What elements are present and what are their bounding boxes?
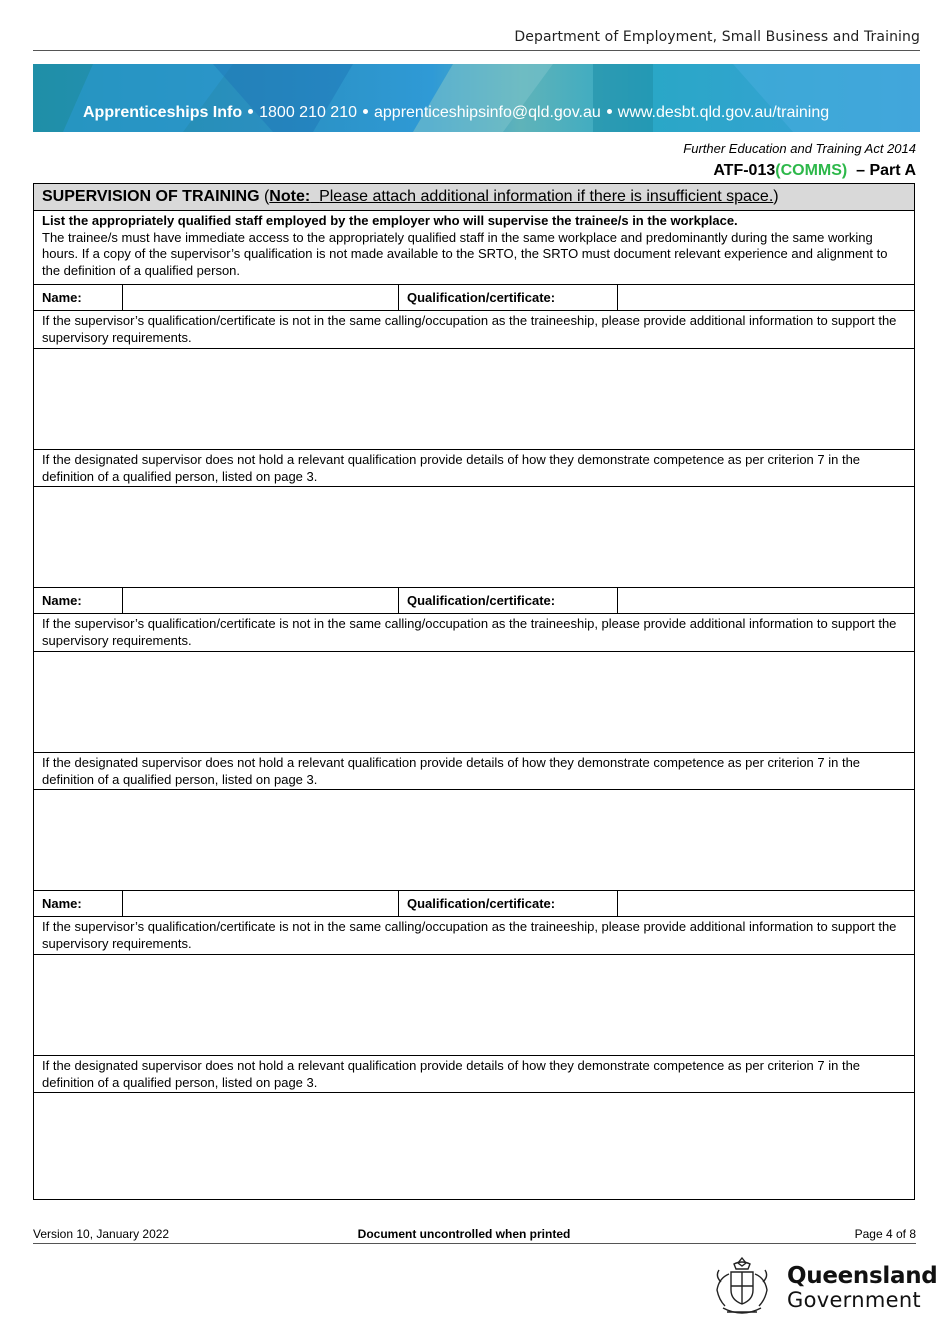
name-label: Name: — [34, 891, 123, 916]
queensland-government-logo — [787, 1263, 937, 1311]
section-header — [34, 184, 914, 211]
name-label: Name: — [34, 285, 123, 310]
banner-email[interactable]: apprenticeshipsinfo@qld.gov.au — [374, 104, 601, 121]
supervisor-1-q2-text: If the designated supervisor does not hold a relevant qualification provide details of how they demonstrate competence as per criterion 7 in the definition of a qualified person, listed on page 3. — [34, 450, 914, 487]
supervisor-3-q1-text: If the supervisor’s qualification/certificate is not in the same calling/occupation as the traineeship, please provide additional information to support the supervisory requirements. — [34, 917, 914, 955]
note-text: Please attach additional information if there is insufficient space. — [319, 188, 774, 205]
supervision-form — [33, 183, 915, 1200]
supervisor-1-qualification-input[interactable] — [618, 285, 914, 310]
supervisor-1-row — [34, 285, 914, 311]
qualification-label: Qualification/certificate: — [399, 891, 618, 916]
logo-line2: Government — [787, 1288, 921, 1312]
section-intro — [34, 211, 914, 285]
header-rule — [33, 50, 920, 51]
supervisor-3-qualification-input[interactable] — [618, 891, 914, 916]
intro-text: The trainee/s must have immediate access to the appropriately qualified staff in the same workplace and predominantly during the same working hours. If a copy of the supervisor’s qualification is not made available to the SRTO, the SRTO must document relevant experience and alignment to the definition of a qualified person. — [42, 229, 888, 278]
supervisor-2-q2-answer[interactable] — [34, 790, 914, 891]
section-title: SUPERVISION OF TRAINING — [42, 188, 260, 205]
queensland-crest-icon — [707, 1252, 777, 1322]
bullet-icon — [607, 109, 612, 114]
banner-title: Apprenticeships Info — [83, 104, 243, 121]
supervisor-3-q2-text: If the designated supervisor does not hold a relevant qualification provide details of how they demonstrate competence as per criterion 7 in the definition of a qualified person, listed on page 3. — [34, 1056, 914, 1093]
supervisor-2-qualification-input[interactable] — [618, 588, 914, 613]
bullet-icon — [248, 109, 253, 114]
supervisor-2-q1-text: If the supervisor’s qualification/certificate is not in the same calling/occupation as the traineeship, please provide additional information to support the supervisory requirements. — [34, 614, 914, 652]
page-number: Page 4 of 8 — [854, 1227, 916, 1241]
supervisor-2-row — [34, 588, 914, 614]
banner-phone[interactable]: 1800 210 210 — [259, 104, 357, 121]
supervisor-3-q1-answer[interactable] — [34, 955, 914, 1056]
logo-line1: Queensland — [787, 1263, 938, 1289]
supervisor-2-name-input[interactable] — [123, 588, 399, 613]
form-code-prefix: ATF-013 — [713, 162, 776, 179]
banner-website[interactable]: www.desbt.qld.gov.au/training — [617, 104, 830, 121]
note-close: ) — [773, 188, 779, 205]
supervisor-3-q2-answer[interactable] — [34, 1093, 914, 1199]
note-open: ( — [263, 188, 270, 205]
supervisor-2-q2-text: If the designated supervisor does not hold a relevant qualification provide details of how they demonstrate competence as per criterion 7 in the definition of a qualified person, listed on page 3. — [34, 753, 914, 790]
act-title: Further Education and Training Act 2014 — [683, 141, 916, 156]
version-text: Version 10, January 2022 — [33, 1227, 170, 1241]
supervisor-1-q1-text: If the supervisor’s qualification/certificate is not in the same calling/occupation as the traineeship, please provide additional information to support the supervisory requirements. — [34, 311, 914, 349]
department-name: Department of Employment, Small Business and Training — [514, 29, 920, 45]
intro-bold: List the appropriately qualified staff employed by the employer who will supervise the trainee/s in the workplace. — [42, 213, 738, 228]
form-code-part: – Part A — [856, 162, 916, 179]
bullet-icon — [363, 109, 368, 114]
name-label: Name: — [34, 588, 123, 613]
banner-contact-line — [83, 104, 829, 122]
supervisor-1-q1-answer[interactable] — [34, 349, 914, 450]
form-code — [713, 162, 916, 180]
form-code-comms: (COMMS) — [775, 162, 848, 179]
footer-rule — [33, 1243, 916, 1244]
supervisor-3-row — [34, 891, 914, 917]
qualification-label: Qualification/certificate: — [399, 285, 618, 310]
contact-banner — [33, 64, 920, 132]
qualification-label: Qualification/certificate: — [399, 588, 618, 613]
supervisor-2-q1-answer[interactable] — [34, 652, 914, 753]
supervisor-3-name-input[interactable] — [123, 891, 399, 916]
uncontrolled-notice: Document uncontrolled when printed — [357, 1227, 571, 1241]
supervisor-1-name-input[interactable] — [123, 285, 399, 310]
note-label: Note: — [269, 188, 311, 205]
supervisor-1-q2-answer[interactable] — [34, 487, 914, 588]
